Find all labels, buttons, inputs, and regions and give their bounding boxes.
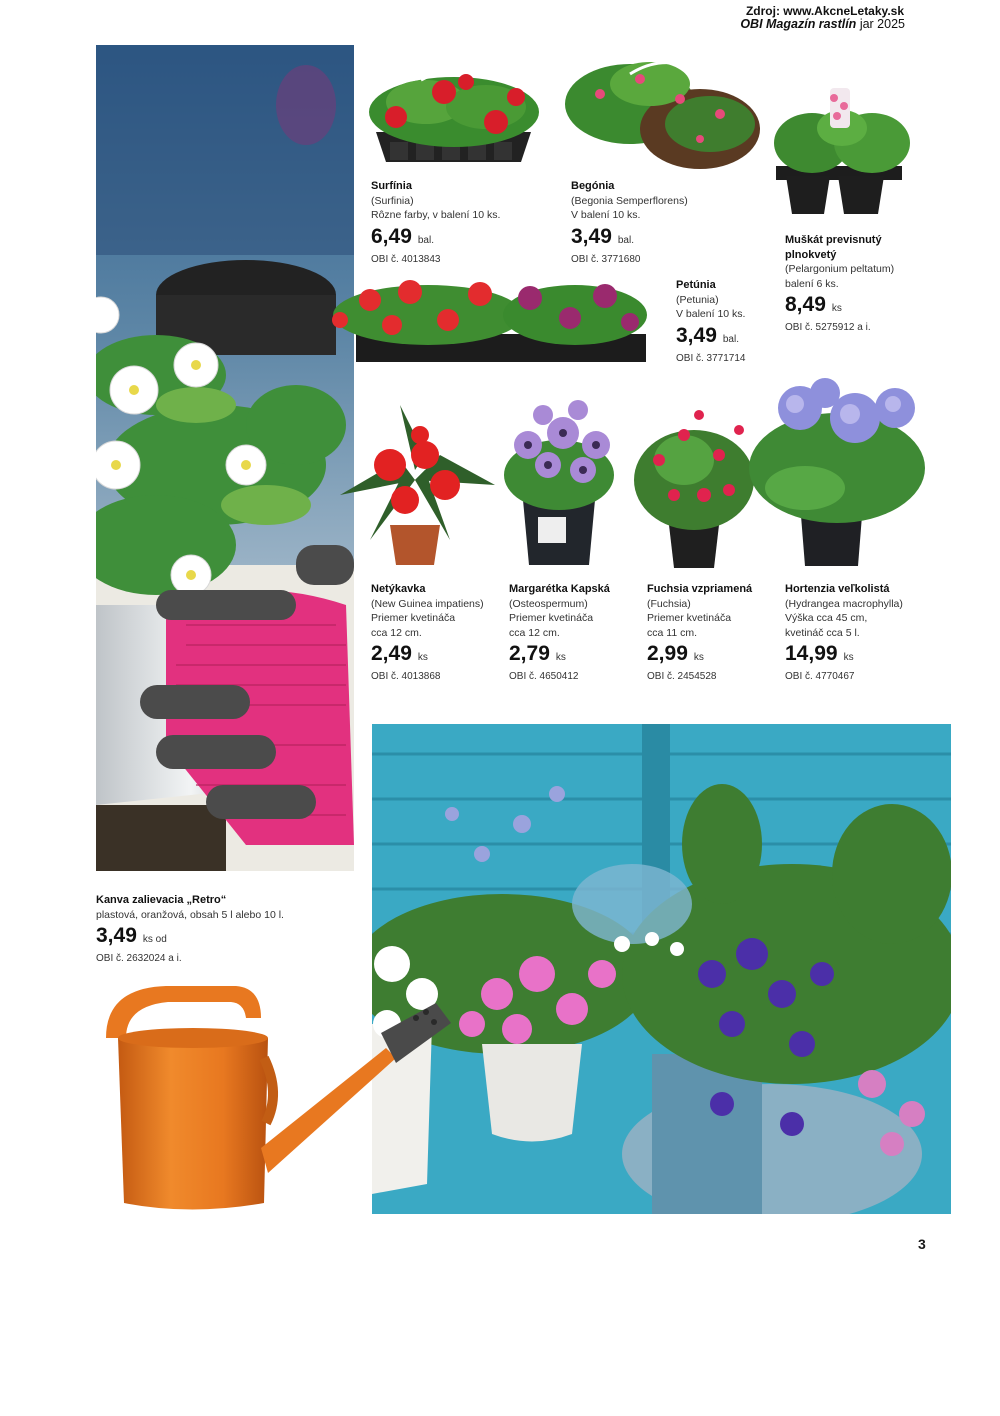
product-fuchsia <box>647 582 752 685</box>
product-desc: Výška cca 45 cm, <box>785 612 868 624</box>
product-latin: (Hydrangea macrophylla) <box>785 597 903 610</box>
price-unit: ks <box>555 652 566 663</box>
product-name: Kanva zalievacia „Retro“ <box>96 894 227 906</box>
magazine-title <box>740 17 905 31</box>
product-muskat <box>785 233 915 336</box>
price-value: 2,79 <box>509 642 550 665</box>
product-code: OBI č. 2632024 a i. <box>96 953 182 964</box>
product-name: Fuchsia vzpriamená <box>647 583 753 595</box>
product-code: OBI č. 4013843 <box>371 253 441 265</box>
product-name: Surfínia <box>371 180 412 192</box>
product-desc: V balení 10 ks. <box>571 209 641 221</box>
fuchsia-image <box>624 400 764 570</box>
source-credit: Zdroj: www.AkcneLetaky.sk <box>745 4 904 18</box>
product-latin: (Fuchsia) <box>647 597 691 610</box>
muskat-image <box>772 88 912 218</box>
petunia-image <box>330 270 648 365</box>
product-name: Hortenzia veľkolistá <box>785 583 890 595</box>
price-value: 8,49 <box>785 293 826 316</box>
gardening-photo <box>96 45 354 871</box>
price <box>647 642 752 670</box>
product-kanva <box>96 893 284 967</box>
product-code: OBI č. 5275912 a i. <box>785 322 871 333</box>
product-code: OBI č. 4650412 <box>509 671 579 682</box>
magazine-name: OBI Magazín rastlín <box>740 17 857 31</box>
netykavka-image <box>330 400 500 570</box>
surfinia-image <box>366 62 541 167</box>
price-value: 14,99 <box>785 642 838 665</box>
price <box>371 642 484 670</box>
product-code: OBI č. 3771714 <box>676 352 746 364</box>
margaretka-image <box>498 395 620 570</box>
price <box>371 225 500 253</box>
price-value: 3,49 <box>571 224 612 248</box>
product-desc: plastová, oranžová, obsah 5 l alebo 10 l. <box>96 908 284 921</box>
product-desc: balení 6 ks. <box>785 277 839 290</box>
page-number: 3 <box>918 1236 926 1252</box>
product-latin: (New Guinea impatiens) <box>371 597 484 610</box>
product-desc: Priemer kvetináča <box>647 612 732 624</box>
price <box>571 225 688 253</box>
product-name: Netýkavka <box>371 583 426 595</box>
product-code: OBI č. 4013868 <box>371 671 441 682</box>
product-latin: (Begonia Semperflorens) <box>571 194 688 207</box>
product-desc: Priemer kvetináča <box>509 612 594 624</box>
price-value: 2,49 <box>371 642 412 665</box>
product-petunia <box>676 278 746 366</box>
price-value: 6,49 <box>371 224 412 248</box>
price-unit: ks od <box>142 934 167 945</box>
product-name: Muškát previsnutý plnokvetý <box>785 234 882 261</box>
price <box>785 642 903 670</box>
product-latin: (Pelargonium peltatum) <box>785 263 895 275</box>
price-value: 3,49 <box>96 924 137 947</box>
price <box>785 293 915 321</box>
price-value: 3,49 <box>676 323 717 347</box>
hortenzia-image <box>745 378 930 570</box>
product-code: OBI č. 2454528 <box>647 671 717 682</box>
product-name: Margarétka Kapská <box>509 583 610 595</box>
price-unit: ks <box>693 652 704 663</box>
price-unit: ks <box>843 652 854 663</box>
product-latin: (Petunia) <box>676 293 719 306</box>
price <box>509 642 610 670</box>
product-desc: cca 12 cm. <box>371 626 422 639</box>
product-netykavka <box>371 582 484 685</box>
price-unit: ks <box>417 652 428 663</box>
price <box>676 324 746 352</box>
product-desc: kvetináč cca 5 l. <box>785 626 860 639</box>
product-name: Begónia <box>571 180 615 192</box>
product-desc: cca 11 cm. <box>647 626 697 639</box>
product-latin: (Osteospermum) <box>509 597 588 610</box>
product-desc: cca 12 cm. <box>509 626 560 639</box>
product-hortenzia <box>785 582 903 685</box>
product-desc: V balení 10 ks. <box>676 308 746 320</box>
product-desc: Rôzne farby, v balení 10 ks. <box>371 209 501 221</box>
product-name: Petúnia <box>676 279 716 291</box>
price-unit: bal. <box>417 234 434 246</box>
price-unit: bal. <box>722 333 739 345</box>
product-surfinia <box>371 179 500 267</box>
magazine-season: jar 2025 <box>859 17 905 31</box>
price-unit: bal. <box>617 234 634 246</box>
price <box>96 924 284 952</box>
product-latin: (Surfinia) <box>371 194 414 207</box>
product-margaretka <box>509 582 610 685</box>
product-code: OBI č. 3771680 <box>571 253 641 265</box>
product-code: OBI č. 4770467 <box>785 671 855 682</box>
watering-can-image <box>96 978 471 1218</box>
product-begonia <box>571 179 688 267</box>
product-desc: Priemer kvetináča <box>371 612 456 624</box>
begonia-image <box>560 44 760 179</box>
price-value: 2,99 <box>647 642 688 665</box>
price-unit: ks <box>831 303 842 314</box>
